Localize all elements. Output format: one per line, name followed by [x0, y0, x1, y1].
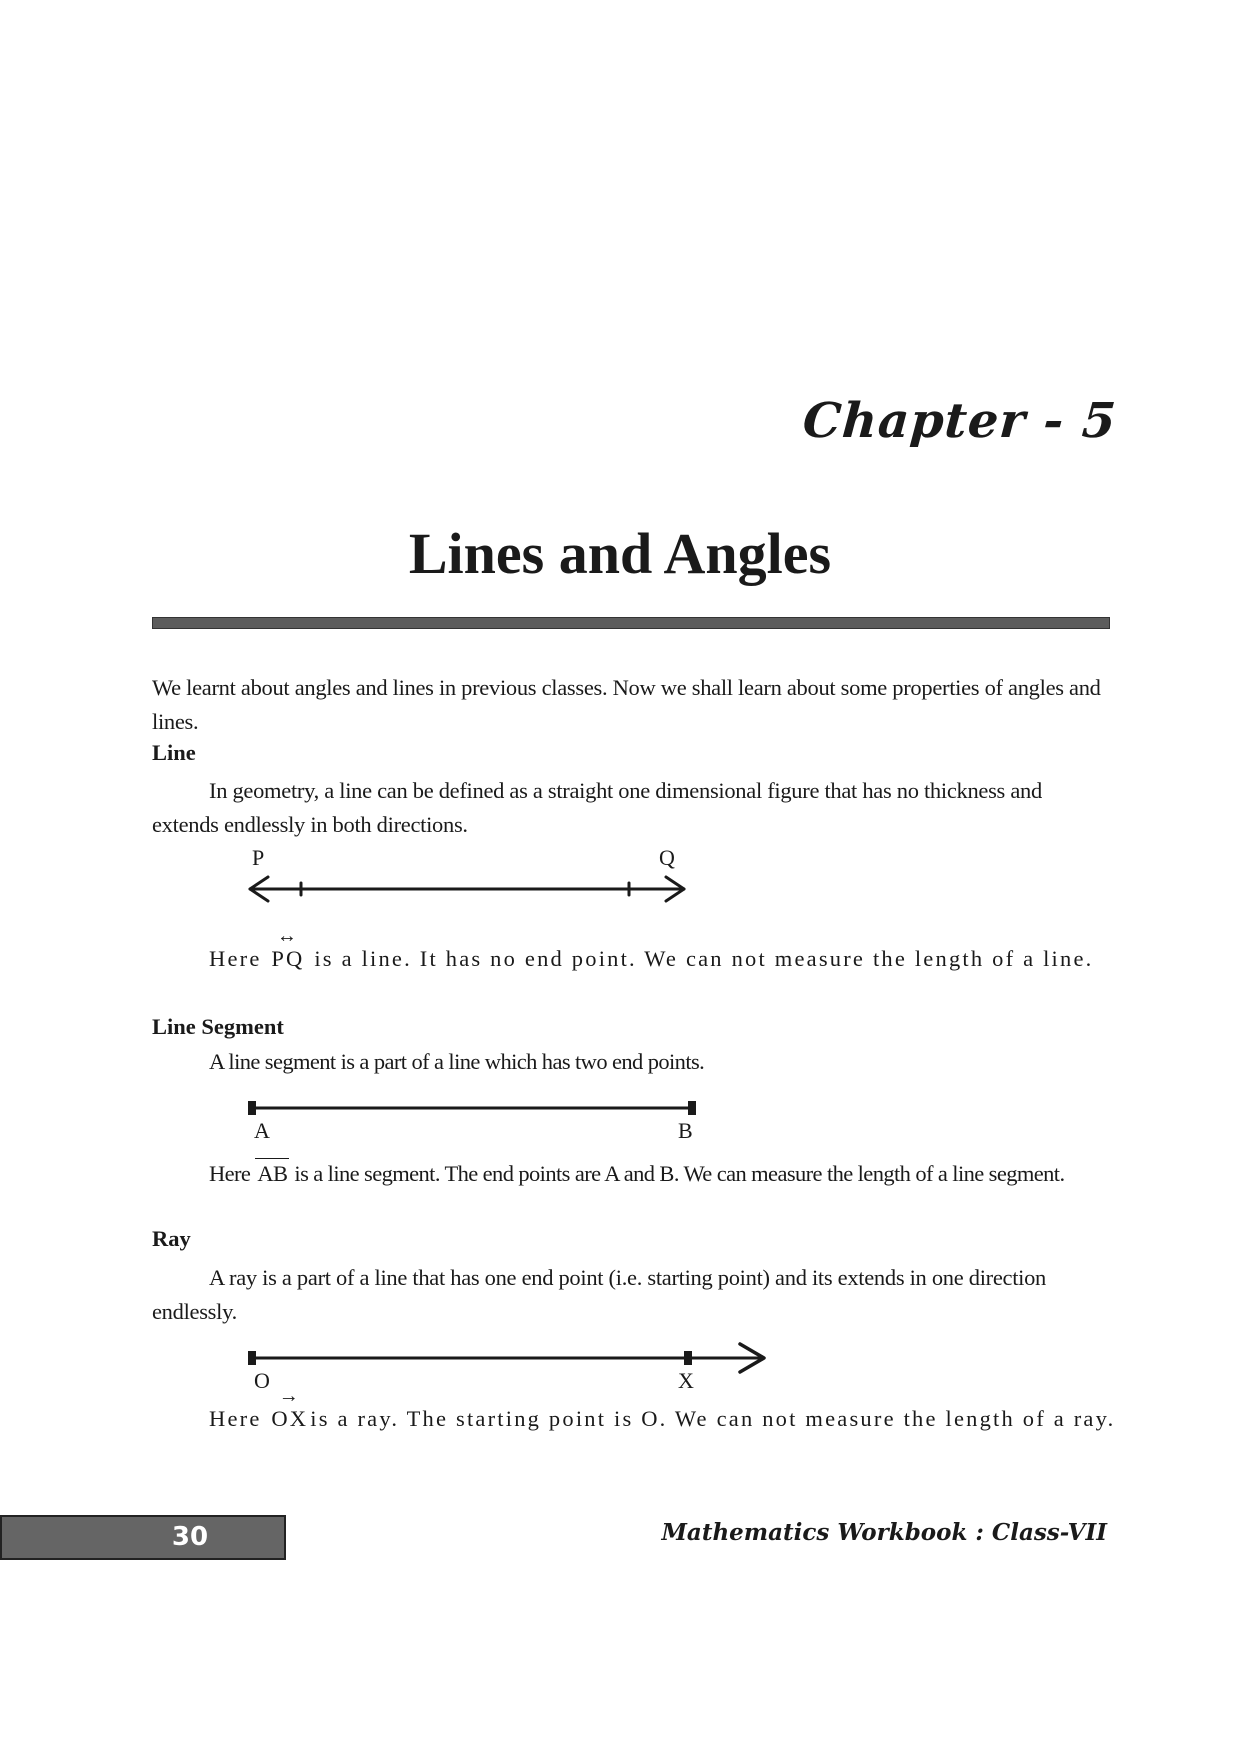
line-notation-sentence: Here ↔ PQ is a line. It has no end point. We can not measure the length of a line.	[209, 925, 1094, 971]
book-title-footer: Mathematics Workbook : Class-VII	[661, 1519, 1107, 1546]
line-segment-ab-notation: AB	[255, 1158, 289, 1187]
line-segment-heading: Line Segment	[152, 1014, 284, 1039]
page-title: Lines and Angles	[408, 521, 832, 586]
line-definition: In geometry, a line can be defined as a straight one dimensional figure that has no thickness and extends endlessly in both directions.	[152, 778, 1042, 837]
line-heading: Line	[152, 740, 196, 765]
point-label-x: X	[678, 1368, 694, 1393]
ray-ox-notation: → OX	[271, 1385, 309, 1431]
line-segment-notation-sentence: Here AB is a line segment. The end points are A and B. We can measure the length of a line segment.	[209, 1158, 1064, 1187]
point-label-o: O	[254, 1368, 270, 1393]
intro-paragraph: We learnt about angles and lines in previous classes. Now we shall learn about some properties of angles and lines.	[152, 675, 1101, 734]
line-pq-notation: ↔ PQ	[271, 925, 305, 971]
right-arrow-icon: →	[278, 1385, 301, 1407]
point-label-q: Q	[659, 845, 675, 870]
point-label-b: B	[678, 1118, 693, 1143]
line-pq-diagram	[250, 877, 684, 901]
ray-heading: Ray	[152, 1226, 191, 1251]
point-label-a: A	[254, 1118, 270, 1143]
ray-definition: A ray is a part of a line that has one end point (i.e. starting point) and its extends in one direction endlessly.	[152, 1265, 1047, 1324]
ray-notation-sentence: Here → OXis a ray. The starting point is O. We can not measure the length of a ray.	[209, 1385, 1116, 1431]
point-label-p: P	[252, 845, 265, 870]
double-arrow-icon: ↔	[276, 925, 300, 947]
chapter-number: Chapter - 5	[801, 393, 1119, 449]
page-number: 30	[171, 1522, 209, 1552]
line-segment-ab-diagram	[248, 1101, 696, 1115]
line-segment-definition: A line segment is a part of a line which has two end points.	[209, 1049, 705, 1074]
